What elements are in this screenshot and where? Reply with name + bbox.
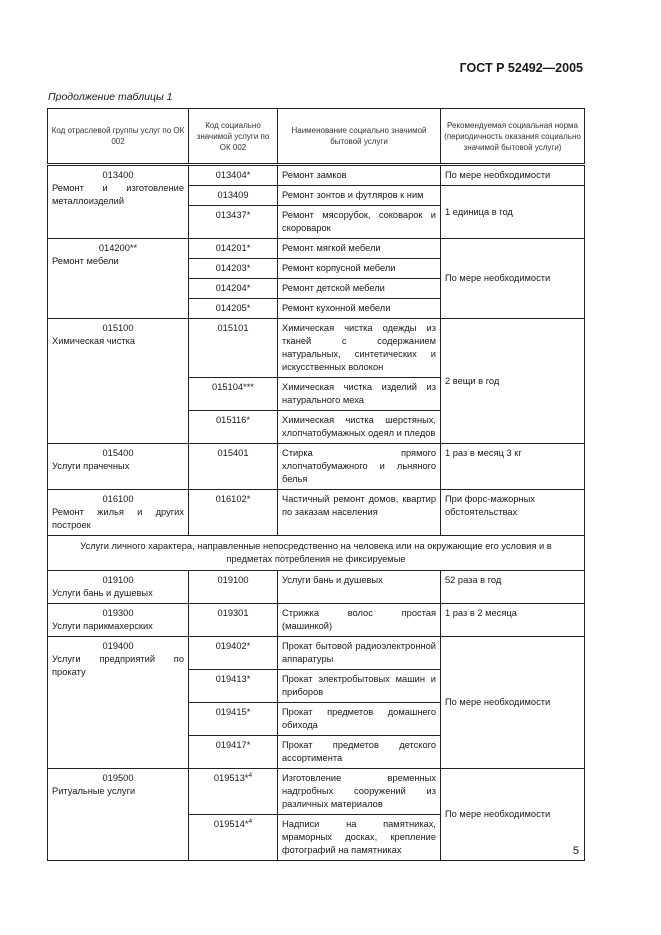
group-cell xyxy=(48,239,189,319)
group-cell xyxy=(48,165,189,239)
group-code: 015100 xyxy=(102,323,134,333)
section-row xyxy=(48,536,585,571)
table-row xyxy=(48,239,585,259)
service-name: Стирка прямого хлопчатобумажного и льняного белья xyxy=(278,444,441,490)
service-name: Ремонт корпусной мебели xyxy=(278,259,441,279)
group-name: Услуги прачечных xyxy=(52,461,130,471)
service-name: Частичный ремонт домов, квартир по заказам населения xyxy=(278,490,441,536)
group-code: 019100 xyxy=(102,575,134,585)
service-name: Прокат предметов домашнего обихода xyxy=(278,703,441,736)
table-row xyxy=(48,490,585,536)
table-header-row xyxy=(48,109,585,165)
service-norm: 1 единица в год xyxy=(441,186,585,239)
group-name: Ремонт и изготовление металлоизделий xyxy=(52,183,184,206)
group-code: 019500 xyxy=(102,773,134,783)
service-norm: По мере необходимости xyxy=(441,637,585,769)
service-code xyxy=(189,815,278,861)
group-name: Ремонт жилья и других построек xyxy=(52,507,184,530)
group-code: 016100 xyxy=(102,494,134,504)
column-header: Рекомендуемая социальная норма (периодичность оказания социально значимой бытовой услуги) xyxy=(441,109,585,165)
service-name: Надписи на памятниках, мраморных досках, крепление фотографий на памятниках xyxy=(278,815,441,861)
page-number: 5 xyxy=(572,845,579,857)
group-cell xyxy=(48,637,189,769)
section-heading: Услуги личного характера, направленные непосредственно на человека или на окружающие его условия и в предметах потребления не фиксируемые xyxy=(48,536,585,571)
group-name: Услуги парикмахерских xyxy=(52,621,153,631)
service-code: 015116* xyxy=(189,411,278,444)
service-norm: По мере необходимости xyxy=(441,239,585,319)
table-row xyxy=(48,571,585,604)
group-cell xyxy=(48,444,189,490)
service-code: 013437* xyxy=(189,206,278,239)
services-table xyxy=(47,108,585,861)
service-name: Ремонт зонтов и футляров к ним xyxy=(278,186,441,206)
group-code: 019300 xyxy=(102,608,134,618)
service-name: Химическая чистка шерстяных, хлопчатобумажных одеял и пледов xyxy=(278,411,441,444)
service-name: Ремонт замков xyxy=(278,165,441,186)
group-cell xyxy=(48,604,189,637)
table-row xyxy=(48,769,585,815)
service-name: Ремонт кухонной мебели xyxy=(278,299,441,319)
group-name: Ремонт мебели xyxy=(52,256,119,266)
service-code: 019417* xyxy=(189,736,278,769)
service-norm: При форс-мажорных обстоятельствах xyxy=(441,490,585,536)
service-norm: 2 вещи в год xyxy=(441,319,585,444)
table-row xyxy=(48,637,585,670)
service-code: 013409 xyxy=(189,186,278,206)
table-row xyxy=(48,444,585,490)
group-cell xyxy=(48,319,189,444)
service-name: Прокат предметов детского ассортимента xyxy=(278,736,441,769)
service-name: Изготовление временных надгробных сооружений из различных материалов xyxy=(278,769,441,815)
service-code: 019301 xyxy=(189,604,278,637)
footnote-marker: 4 xyxy=(248,817,253,825)
group-code: 019400 xyxy=(102,641,134,651)
service-code-text: 019513* xyxy=(213,773,249,783)
service-code: 019402* xyxy=(189,637,278,670)
service-code: 013404* xyxy=(189,165,278,186)
group-cell xyxy=(48,490,189,536)
column-header: Код социально значимой услуги по ОК 002 xyxy=(189,109,278,165)
service-code: 014201* xyxy=(189,239,278,259)
footnote-marker: 4 xyxy=(248,771,253,779)
group-name: Услуги бань и душевых xyxy=(52,588,153,598)
service-code: 014205* xyxy=(189,299,278,319)
service-code: 019100 xyxy=(189,571,278,604)
group-name: Химическая чистка xyxy=(52,336,136,346)
service-code: 015401 xyxy=(189,444,278,490)
group-code: 014200** xyxy=(98,243,138,253)
service-name: Прокат электробытовых машин и приборов xyxy=(278,670,441,703)
service-code: 014204* xyxy=(189,279,278,299)
service-norm: 1 раз в 2 месяца xyxy=(441,604,585,637)
service-code: 015104*** xyxy=(189,378,278,411)
service-norm: 52 раза в год xyxy=(441,571,585,604)
service-name: Услуги бань и душевых xyxy=(278,571,441,604)
service-code-text: 019514* xyxy=(213,819,249,829)
service-norm: 1 раз в месяц 3 кг xyxy=(441,444,585,490)
column-header: Код отраслевой группы услуг по ОК 002 xyxy=(48,109,189,165)
service-code xyxy=(189,769,278,815)
service-name: Ремонт детской мебели xyxy=(278,279,441,299)
group-code: 013400 xyxy=(102,170,134,180)
service-code: 016102* xyxy=(189,490,278,536)
table-row xyxy=(48,604,585,637)
service-code: 014203* xyxy=(189,259,278,279)
group-name: Ритуальные услуги xyxy=(52,786,136,796)
group-code: 015400 xyxy=(102,448,134,458)
table-row xyxy=(48,165,585,186)
service-norm: По мере необходимости xyxy=(441,769,585,861)
service-name: Ремонт мясорубок, соковарок и скороварок xyxy=(278,206,441,239)
service-norm: По мере необходимости xyxy=(441,165,585,186)
table-caption: Продолжение таблицы 1 xyxy=(48,91,173,103)
table-row xyxy=(48,319,585,378)
document-title: ГОСТ Р 52492—2005 xyxy=(459,61,583,75)
service-name: Стрижка волос простая (машинкой) xyxy=(278,604,441,637)
group-cell xyxy=(48,769,189,861)
service-code: 019413* xyxy=(189,670,278,703)
service-name: Химическая чистка изделий из натурального меха xyxy=(278,378,441,411)
service-code: 015101 xyxy=(189,319,278,378)
group-name: Услуги предприятий по прокату xyxy=(52,654,184,677)
service-name: Прокат бытовой радиоэлектронной аппаратуры xyxy=(278,637,441,670)
service-name: Ремонт мягкой мебели xyxy=(278,239,441,259)
group-cell xyxy=(48,571,189,604)
service-code: 019415* xyxy=(189,703,278,736)
service-name: Химическая чистка одежды из тканей с содержанием натуральных, синтетических и искусственных волокон xyxy=(278,319,441,378)
column-header: Наименование социально значимой бытовой услуги xyxy=(278,109,441,165)
